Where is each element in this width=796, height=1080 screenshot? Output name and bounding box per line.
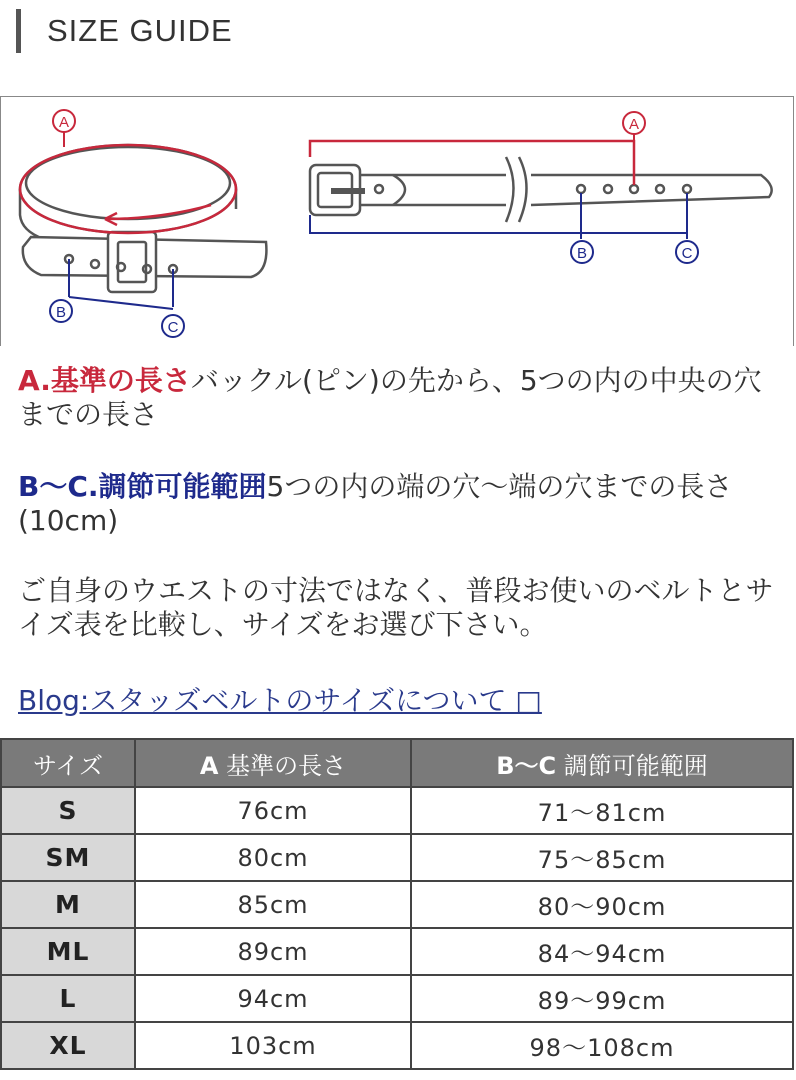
label-a-heading: A.基準の長さ xyxy=(18,364,191,397)
page-title: SIZE GUIDE xyxy=(47,13,233,48)
size-cell: L xyxy=(1,975,135,1022)
table-row xyxy=(1,834,793,881)
label-c-text: C xyxy=(167,319,179,336)
blog-link[interactable]: Blog:スタッズベルトのサイズについて □ xyxy=(18,684,542,717)
page-header xyxy=(16,8,233,54)
description-note: ご自身のウエストの寸法ではなく、普段お使いのベルトとサイズ表を比較し、サイズをお選び下さい。 xyxy=(18,574,774,641)
size-cell: ML xyxy=(1,928,135,975)
header-a: A 基準の長さ xyxy=(135,739,411,787)
table-row xyxy=(1,928,793,975)
header-accent-bar xyxy=(16,9,21,53)
svg-text:B: B xyxy=(576,245,588,262)
a-cell: 103cm xyxy=(135,1022,411,1069)
label-bc-heading: B〜C.調節可能範囲 xyxy=(18,470,267,503)
label-b-text: B xyxy=(55,304,67,321)
a-cell: 80cm xyxy=(135,834,411,881)
label-a-text: A xyxy=(58,114,70,131)
table-row xyxy=(1,975,793,1022)
a-cell: 89cm xyxy=(135,928,411,975)
svg-text:A: A xyxy=(628,116,640,133)
a-cell: 94cm xyxy=(135,975,411,1022)
header-bc: B〜C 調節可能範囲 xyxy=(411,739,793,787)
bc-cell: 75〜85cm xyxy=(411,834,793,881)
description-bc xyxy=(18,470,778,538)
bc-cell: 98〜108cm xyxy=(411,1022,793,1069)
description-a xyxy=(18,364,778,432)
size-cell: SM xyxy=(1,834,135,881)
size-table xyxy=(0,738,794,1070)
bc-cell: 80〜90cm xyxy=(411,881,793,928)
straight-belt-measure-bc xyxy=(310,193,687,239)
straight-belt-illustration xyxy=(310,157,772,222)
bc-cell: 71〜81cm xyxy=(411,787,793,834)
bc-cell: 89〜99cm xyxy=(411,975,793,1022)
table-row xyxy=(1,787,793,834)
size-cell: S xyxy=(1,787,135,834)
svg-text:C: C xyxy=(681,245,693,262)
size-cell: M xyxy=(1,881,135,928)
diagram-panel xyxy=(0,96,794,346)
size-cell: XL xyxy=(1,1022,135,1069)
straight-belt-measure-a xyxy=(310,141,634,185)
a-cell: 85cm xyxy=(135,881,411,928)
header-size: サイズ xyxy=(1,739,135,787)
description-a-text: バックル(ピン)の先から、5つの内の中央の穴までの長さ xyxy=(18,364,762,431)
bc-cell: 84〜94cm xyxy=(411,928,793,975)
description-bc-text: 5つの内の端の穴〜端の穴までの長さ(10cm) xyxy=(18,470,733,537)
belt-diagram xyxy=(1,97,793,347)
table-row xyxy=(1,881,793,928)
straight-belt-labels xyxy=(571,112,698,263)
table-row xyxy=(1,1022,793,1069)
table-header-row xyxy=(1,739,793,787)
a-cell: 76cm xyxy=(135,787,411,834)
